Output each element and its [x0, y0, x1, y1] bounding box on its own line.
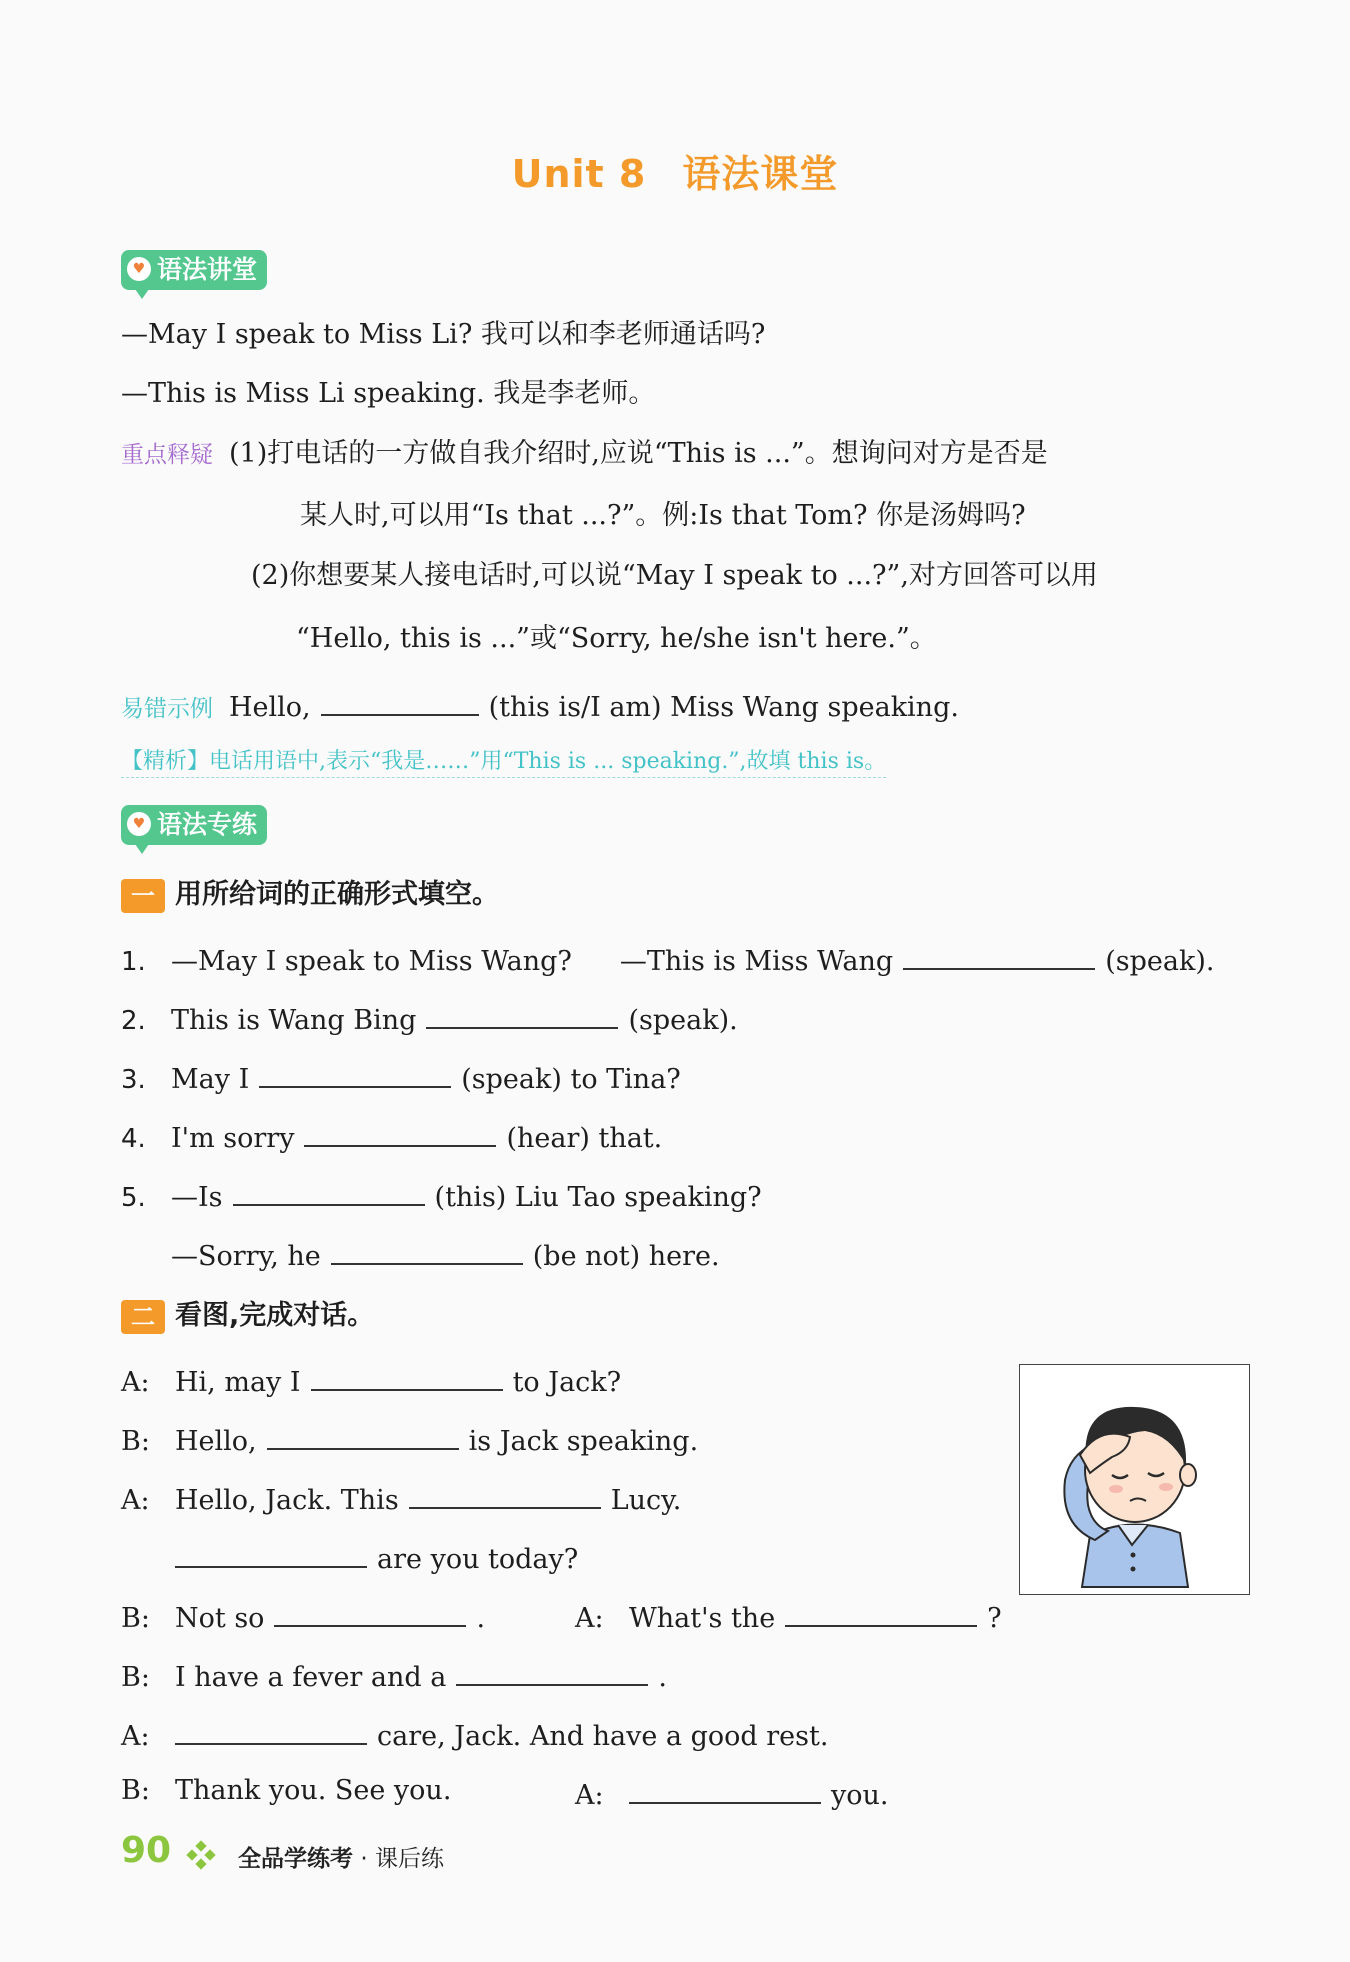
answer-blank[interactable] [629, 1774, 821, 1804]
section-1-number: 一 [121, 879, 165, 913]
answer-blank[interactable] [456, 1656, 648, 1686]
answer-blank[interactable] [321, 686, 479, 716]
section-1-heading: 一 用所给词的正确形式填空。 [121, 876, 499, 914]
dialogue-line-4: are you today? [165, 1538, 578, 1577]
answer-blank[interactable] [175, 1715, 367, 1745]
question-4: 4. I'm sorry (hear) that. [121, 1117, 662, 1156]
grammar-lecture-badge: ♥ 语法讲堂 [121, 250, 267, 290]
answer-blank[interactable] [267, 1420, 459, 1450]
section-2-heading: 二 看图,完成对话。 [121, 1297, 374, 1335]
answer-blank[interactable] [409, 1479, 601, 1509]
sick-boy-illustration [1019, 1364, 1250, 1595]
section-2-number: 二 [121, 1300, 165, 1334]
page-number: 90 [121, 1830, 172, 1871]
dialogue-line-5b: A: What's the ? [575, 1597, 1002, 1636]
analysis-note: 【精析】电话用语中,表示“我是……”用“This is ... speaking.”,故填 this is。 [121, 744, 886, 778]
question-3: 3. May I (speak) to Tina? [121, 1058, 681, 1097]
answer-blank[interactable] [903, 940, 1095, 970]
answer-blank[interactable] [426, 999, 618, 1029]
answer-blank[interactable] [785, 1597, 977, 1627]
question-5: 5. —Is (this) Liu Tao speaking? [121, 1176, 762, 1215]
key-point-1a: 重点释疑 (1)打电话的一方做自我介绍时,应说“This is ...”。想询问对方是否是 [121, 438, 1048, 469]
example-line-2: —This is Miss Li speaking. 我是李老师。 [121, 378, 656, 409]
error-example-label: 易错示例 [121, 696, 213, 722]
question-1: 1. —May I speak to Miss Wang? —This is Miss Wang (speak). [121, 940, 1214, 979]
title-topic: 语法课堂 [682, 152, 839, 196]
key-point-2a: (2)你想要某人接电话时,可以说“May I speak to ...?”,对方回答可以用 [251, 560, 1098, 591]
page-title [0, 143, 1350, 198]
dialogue-line-8b: A: you. [575, 1774, 888, 1813]
dialogue-line-7: A: care, Jack. And have a good rest. [121, 1715, 828, 1754]
answer-blank[interactable] [311, 1361, 503, 1391]
key-point-label: 重点释疑 [121, 442, 213, 468]
dialogue-line-3: A: Hello, Jack. This Lucy. [121, 1479, 681, 1518]
answer-blank[interactable] [259, 1058, 451, 1088]
answer-blank[interactable] [175, 1538, 367, 1568]
answer-blank[interactable] [331, 1235, 523, 1265]
grammar-practice-badge: ♥ 语法专练 [121, 805, 267, 845]
answer-blank[interactable] [233, 1176, 425, 1206]
dialogue-line-1: A: Hi, may I to Jack? [121, 1361, 621, 1400]
question-5-reply: —Sorry, he (be not) here. [171, 1235, 720, 1274]
dialogue-line-6: B: I have a fever and a . [121, 1656, 667, 1695]
dialogue-line-2: B: Hello, is Jack speaking. [121, 1420, 698, 1459]
footer-brand: 全品学练考 · 课后练 [238, 1846, 444, 1872]
key-point-1b: 某人时,可以用“Is that ...?”。例:Is that Tom? 你是汤姆吗? [300, 500, 1026, 531]
sick-boy-icon [1020, 1365, 1249, 1594]
key-point-2b: “Hello, this is ...”或“Sorry, he/she isn't here.”。 [296, 623, 937, 654]
title-unit: Unit 8 [511, 152, 647, 196]
error-example: 易错示例 Hello, (this is/I am) Miss Wang speaking. [121, 686, 959, 726]
dialogue-line-8: B: Thank you. See you. [121, 1775, 452, 1806]
answer-blank[interactable] [304, 1117, 496, 1147]
bell-icon: ♥ [127, 257, 151, 281]
example-line-1: —May I speak to Miss Li? 我可以和李老师通话吗? [121, 319, 766, 350]
dialogue-line-5: B: Not so . [121, 1597, 485, 1636]
question-2: 2. This is Wang Bing (speak). [121, 999, 738, 1038]
clover-icon [186, 1840, 216, 1874]
bell-icon: ♥ [127, 812, 151, 836]
answer-blank[interactable] [274, 1597, 466, 1627]
